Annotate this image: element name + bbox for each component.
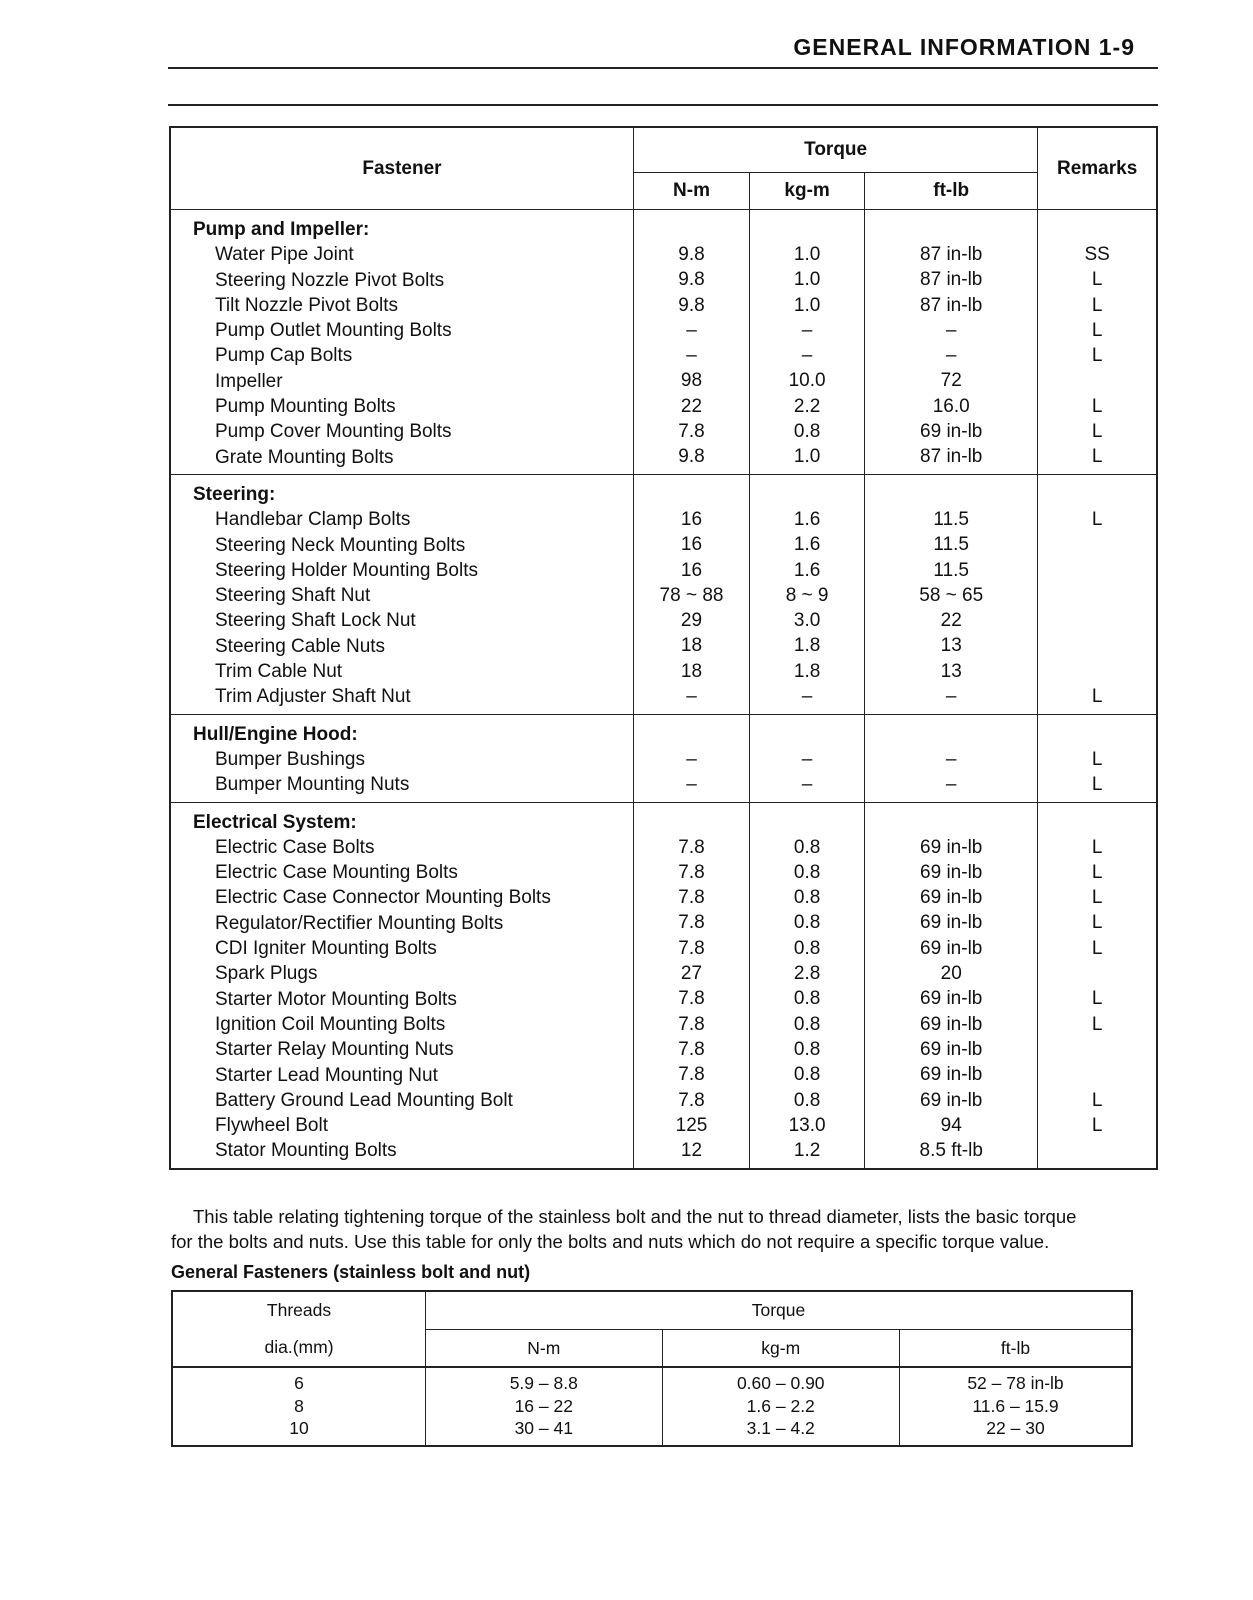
value-kgm: 3.0 [793, 610, 821, 632]
spec-section [170, 474, 1157, 714]
value-nm: 9.8 [678, 244, 705, 265]
value-cell-kgm [750, 714, 865, 802]
section-heading: Pump and Impeller: [193, 219, 370, 240]
header-rule [168, 67, 1158, 69]
fastener-name: Trim Adjuster Shaft Nut [215, 686, 411, 708]
cell-spacer [634, 797, 749, 801]
value-kgm: 1.0 [793, 269, 821, 291]
spec-section [170, 714, 1157, 802]
fastener-name: Bumper Mounting Nuts [215, 774, 410, 796]
value-remarks: SS [1084, 244, 1110, 265]
cell-spacer [193, 798, 633, 802]
spec-section [170, 210, 1157, 475]
fastener-name: CDI Igniter Mounting Bolts [215, 938, 437, 960]
cell-spacer [1038, 715, 1156, 747]
value-nm: – [686, 773, 697, 795]
section-heading: Steering: [193, 483, 276, 505]
gen-cell-dia: 10 [289, 1418, 309, 1439]
value-nm: – [686, 345, 697, 367]
section-heading: Electrical System: [193, 811, 357, 833]
value-cell-nm [633, 210, 749, 475]
value-nm: 16 [680, 534, 703, 556]
value-ftlb: – [945, 686, 957, 708]
value-ftlb: 11.5 [933, 559, 969, 581]
cell-spacer [750, 475, 864, 507]
value-kgm: 0.8 [793, 937, 821, 959]
value-nm: 7.8 [678, 912, 705, 934]
value-ftlb: 8.5 ft-lb [919, 1140, 983, 1162]
cell-spacer [634, 1163, 749, 1167]
fastener-name-cell [170, 474, 633, 714]
fastener-name: Starter Motor Mounting Bolts [215, 988, 457, 1010]
fastener-name: Electric Case Connector Mounting Bolts [215, 887, 551, 909]
value-ftlb: 69 in-lb [920, 1064, 983, 1086]
gen-col-header-ftlb: ft-lb [899, 1330, 1132, 1368]
fastener-name: Steering Nozzle Pivot Bolts [215, 269, 445, 291]
gen-col-header-dia: dia.(mm) [172, 1330, 426, 1368]
value-remarks: L [1091, 937, 1103, 959]
value-ftlb: 69 in-lb [920, 1038, 983, 1060]
value-cell-nm [633, 802, 749, 1169]
value-remarks: L [1091, 861, 1103, 883]
value-nm: 16 [680, 508, 703, 530]
fastener-name-cell [170, 714, 633, 802]
gen-table-body [172, 1367, 1132, 1446]
fastener-name: Tilt Nozzle Pivot Bolts [215, 294, 399, 316]
value-remarks [1038, 558, 1156, 583]
fastener-name: Electric Case Mounting Bolts [215, 862, 458, 884]
fastener-name: Steering Holder Mounting Bolts [215, 559, 478, 581]
value-nm: 9.8 [678, 269, 705, 291]
fastener-name: Flywheel Bolt [215, 1115, 328, 1137]
value-nm: 16 [680, 559, 703, 581]
value-remarks [1038, 961, 1156, 986]
value-nm: 7.8 [678, 988, 705, 1010]
gen-cell-kgm: 1.6 – 2.2 [746, 1395, 815, 1416]
gen-cell-kgm: 0.60 – 0.90 [736, 1373, 825, 1393]
value-remarks: L [1091, 773, 1103, 795]
general-fasteners-table [171, 1290, 1133, 1447]
cell-spacer [865, 470, 1037, 474]
value-ftlb: 69 in-lb [920, 887, 983, 909]
cell-spacer [634, 470, 749, 474]
value-ftlb: 69 in-lb [920, 1013, 983, 1035]
value-nm: 78 ~ 88 [659, 584, 724, 606]
gen-cell-nm: 16 – 22 [514, 1395, 573, 1416]
value-remarks: L [1091, 269, 1103, 291]
value-remarks [1038, 608, 1156, 633]
value-remarks [1038, 583, 1156, 608]
col-header-nm: N-m [633, 173, 749, 210]
value-remarks: L [1091, 836, 1103, 858]
gen-col-header-torque: Torque [426, 1291, 1132, 1330]
page-header-title: GENERAL INFORMATION 1-9 [793, 34, 1135, 60]
value-cell-nm [633, 714, 749, 802]
value-nm: 125 [675, 1114, 708, 1136]
value-kgm: 0.8 [793, 1013, 821, 1035]
fastener-name: Pump Mounting Bolts [215, 396, 396, 418]
value-nm: 9.8 [678, 294, 705, 316]
cell-spacer [750, 210, 864, 242]
gen-cell-dia: 8 [294, 1395, 304, 1416]
value-kgm: 1.0 [793, 446, 821, 468]
value-nm: 7.8 [678, 1089, 705, 1111]
cell-spacer [865, 803, 1037, 835]
fastener-name-cell [170, 802, 633, 1169]
value-remarks: L [1091, 748, 1103, 770]
value-nm: 7.8 [678, 421, 705, 443]
value-kgm: – [801, 319, 813, 341]
value-remarks [1038, 633, 1156, 658]
value-nm: 7.8 [678, 836, 705, 858]
fastener-name: Electric Case Bolts [215, 836, 375, 858]
value-kgm: 0.8 [793, 1089, 821, 1111]
value-ftlb: – [945, 748, 957, 770]
value-kgm: 1.8 [793, 635, 821, 657]
gen-cell-dia: 6 [294, 1373, 304, 1393]
value-nm: 7.8 [678, 1038, 705, 1060]
cell-spacer [634, 709, 749, 713]
fastener-name: Pump Outlet Mounting Bolts [215, 320, 452, 342]
value-nm: 12 [680, 1140, 703, 1162]
value-remarks [1038, 1138, 1156, 1163]
value-ftlb: 87 in-lb [920, 269, 983, 291]
gen-cell-ftlb: 52 – 78 in-lb [967, 1373, 1064, 1393]
value-cell-kgm [750, 210, 865, 475]
gen-cell-ftlb: 11.6 – 15.9 [972, 1395, 1059, 1416]
value-kgm: 13.0 [788, 1114, 826, 1136]
value-kgm: 2.2 [793, 395, 821, 417]
value-remarks [1038, 368, 1156, 393]
value-cell-nm [633, 474, 749, 714]
cell-spacer [750, 797, 864, 801]
cell-spacer [1038, 210, 1156, 242]
col-header-torque: Torque [633, 127, 1037, 173]
value-ftlb: 13 [940, 635, 962, 657]
value-ftlb: – [945, 319, 957, 341]
value-remarks [1038, 659, 1156, 684]
value-kgm: 0.8 [793, 421, 821, 443]
value-nm: 7.8 [678, 1013, 705, 1035]
cell-spacer [865, 210, 1037, 242]
gen-cell-nm: 30 – 41 [514, 1418, 573, 1439]
cell-spacer [750, 709, 864, 713]
cell-spacer [865, 475, 1037, 507]
fastener-name: Battery Ground Lead Mounting Bolt [215, 1089, 513, 1111]
fastener-name: Spark Plugs [215, 963, 318, 985]
value-ftlb: 11.5 [933, 508, 969, 530]
header-rule-secondary [168, 104, 1158, 106]
value-ftlb: 11.5 [933, 534, 969, 556]
value-kgm: 1.6 [793, 559, 821, 581]
value-kgm: – [801, 686, 813, 708]
value-nm: 29 [680, 610, 703, 632]
value-cell-kgm [750, 802, 865, 1169]
gen-col-header-kgm: kg-m [662, 1330, 899, 1368]
col-header-ftlb: ft-lb [865, 173, 1038, 210]
fastener-name: Starter Lead Mounting Nut [215, 1064, 438, 1086]
value-ftlb: 13 [940, 660, 962, 682]
value-nm: 9.8 [678, 446, 705, 468]
col-header-remarks: Remarks [1038, 127, 1157, 210]
value-cell-ftlb [865, 474, 1038, 714]
value-ftlb: 87 in-lb [920, 244, 983, 265]
value-cell-remarks [1038, 714, 1157, 802]
value-ftlb: 69 in-lb [920, 861, 983, 883]
value-nm: 7.8 [678, 887, 705, 909]
value-ftlb: 94 [940, 1114, 962, 1136]
value-ftlb: 87 in-lb [920, 294, 983, 316]
fastener-name: Pump Cover Mounting Bolts [215, 421, 452, 443]
fastener-name: Steering Neck Mounting Bolts [215, 534, 466, 556]
value-kgm: – [801, 748, 813, 770]
intro-paragraph [171, 1204, 1161, 1254]
value-remarks: L [1091, 887, 1103, 909]
cell-spacer [1038, 470, 1156, 474]
gen-col-header-nm: N-m [426, 1330, 662, 1368]
cell-spacer [193, 1164, 633, 1168]
value-kgm: 0.8 [793, 1064, 821, 1086]
fastener-name: Impeller [215, 370, 283, 392]
value-remarks: L [1091, 395, 1103, 417]
fastener-name: Starter Relay Mounting Nuts [215, 1039, 454, 1061]
fastener-name: Ignition Coil Mounting Bolts [215, 1013, 446, 1035]
value-cell-remarks [1038, 802, 1157, 1169]
gen-dia-column [172, 1367, 426, 1446]
value-ftlb: 69 in-lb [920, 421, 983, 443]
value-nm: 22 [680, 395, 703, 417]
fastener-name: Trim Cable Nut [215, 661, 343, 683]
value-kgm: 2.8 [793, 963, 821, 985]
gen-cell-ftlb: 22 – 30 [986, 1418, 1045, 1439]
value-kgm: 10.0 [788, 370, 826, 392]
fastener-name: Water Pipe Joint [215, 244, 354, 266]
col-header-fastener: Fastener [170, 127, 633, 210]
value-remarks [1038, 1037, 1156, 1062]
col-header-kgm: kg-m [750, 173, 865, 210]
cell-spacer [634, 210, 749, 242]
value-nm: 7.8 [678, 937, 705, 959]
cell-spacer [865, 709, 1037, 713]
value-remarks [1038, 532, 1156, 557]
value-kgm: 1.6 [793, 508, 821, 530]
value-cell-ftlb [865, 802, 1038, 1169]
value-cell-ftlb [865, 210, 1038, 475]
value-remarks: L [1091, 988, 1103, 1010]
fastener-name: Steering Shaft Nut [215, 585, 371, 607]
value-remarks: L [1091, 912, 1103, 934]
value-cell-ftlb [865, 714, 1038, 802]
fastener-name: Pump Cap Bolts [215, 345, 353, 367]
cell-spacer [865, 1163, 1037, 1167]
value-nm: 98 [680, 370, 703, 392]
cell-spacer [750, 803, 864, 835]
cell-spacer [865, 715, 1037, 747]
value-remarks: L [1091, 1089, 1103, 1111]
value-kgm: – [801, 773, 813, 795]
value-remarks: L [1091, 446, 1103, 468]
spec-section [170, 802, 1157, 1169]
gen-kgm-column [662, 1367, 899, 1446]
cell-spacer [750, 715, 864, 747]
fastener-name: Grate Mounting Bolts [215, 446, 394, 468]
section-heading: Hull/Engine Hood: [193, 723, 358, 745]
cell-spacer [1038, 475, 1156, 507]
value-remarks: L [1091, 686, 1103, 708]
cell-spacer [865, 797, 1037, 801]
cell-spacer [1038, 803, 1156, 835]
paragraph-line-1: This table relating tightening torque of the stainless bolt and the nut to thread diameter, lists the basic torque [193, 1206, 1077, 1227]
value-cell-remarks [1038, 210, 1157, 475]
value-ftlb: 58 ~ 65 [919, 584, 984, 606]
value-nm: – [686, 748, 697, 770]
value-nm: – [686, 686, 697, 708]
value-kgm: 0.8 [793, 836, 821, 858]
paragraph-line-2: for the bolts and nuts. Use this table for only the bolts and nuts which do not require a specific torque value. [171, 1231, 1050, 1252]
value-cell-kgm [750, 474, 865, 714]
value-ftlb: 69 in-lb [920, 836, 983, 858]
cell-spacer [1038, 1163, 1156, 1167]
value-nm: 7.8 [678, 1064, 705, 1086]
value-kgm: 0.8 [793, 912, 821, 934]
cell-spacer [634, 475, 749, 507]
value-nm: 18 [680, 660, 703, 682]
cell-spacer [1038, 709, 1156, 713]
value-remarks: L [1091, 1013, 1103, 1035]
value-kgm: 0.8 [793, 887, 821, 909]
value-ftlb: 20 [940, 963, 962, 985]
torque-spec-table [169, 126, 1158, 1170]
value-nm: 7.8 [678, 861, 705, 883]
fastener-name: Steering Cable Nuts [215, 635, 386, 657]
value-remarks [1038, 1062, 1156, 1087]
value-ftlb: 22 [940, 610, 962, 632]
cell-spacer [1038, 797, 1156, 801]
cell-spacer [193, 710, 633, 714]
fastener-name: Steering Shaft Lock Nut [215, 610, 416, 632]
value-ftlb: – [945, 773, 957, 795]
value-remarks: L [1091, 345, 1103, 367]
value-nm: – [686, 319, 697, 341]
cell-spacer [750, 1163, 864, 1167]
cell-spacer [750, 470, 864, 474]
value-kgm: 1.6 [793, 534, 821, 556]
value-remarks: L [1091, 294, 1103, 316]
value-remarks: L [1091, 1114, 1103, 1136]
cell-spacer [634, 715, 749, 747]
general-fasteners-title: General Fasteners (stainless bolt and nut) [171, 1262, 531, 1282]
cell-spacer [193, 470, 633, 474]
value-kgm: 1.8 [793, 660, 821, 682]
gen-nm-column [426, 1367, 662, 1446]
cell-spacer [634, 803, 749, 835]
value-remarks: L [1091, 421, 1103, 443]
value-kgm: 1.2 [793, 1140, 821, 1162]
value-ftlb: – [945, 345, 957, 367]
value-kgm: 0.8 [793, 988, 821, 1010]
value-ftlb: 69 in-lb [920, 912, 983, 934]
gen-cell-kgm: 3.1 – 4.2 [746, 1418, 815, 1439]
value-remarks: L [1091, 508, 1103, 530]
value-ftlb: 72 [940, 370, 962, 392]
value-kgm: 1.0 [793, 294, 821, 316]
value-ftlb: 16.0 [932, 395, 970, 417]
value-kgm: 0.8 [793, 861, 821, 883]
gen-cell-nm: 5.9 – 8.8 [509, 1373, 578, 1393]
gen-ftlb-column [899, 1367, 1132, 1446]
value-ftlb: 69 in-lb [920, 937, 983, 959]
gen-col-header-threads: Threads [172, 1291, 426, 1330]
fastener-name: Stator Mounting Bolts [215, 1140, 397, 1162]
value-nm: 27 [680, 963, 703, 985]
value-kgm: 1.0 [793, 244, 821, 265]
value-ftlb: 69 in-lb [920, 988, 983, 1010]
value-ftlb: 69 in-lb [920, 1089, 983, 1111]
value-cell-remarks [1038, 474, 1157, 714]
value-kgm: 0.8 [793, 1038, 821, 1060]
fastener-name-cell [170, 210, 633, 475]
fastener-name: Regulator/Rectifier Mounting Bolts [215, 912, 504, 934]
value-kgm: 8 ~ 9 [785, 584, 829, 606]
fastener-name: Bumper Bushings [215, 748, 365, 770]
fastener-name: Handlebar Clamp Bolts [215, 509, 411, 531]
value-ftlb: 87 in-lb [920, 446, 983, 468]
value-remarks: L [1091, 319, 1103, 341]
value-nm: 18 [680, 635, 703, 657]
value-kgm: – [801, 345, 813, 367]
